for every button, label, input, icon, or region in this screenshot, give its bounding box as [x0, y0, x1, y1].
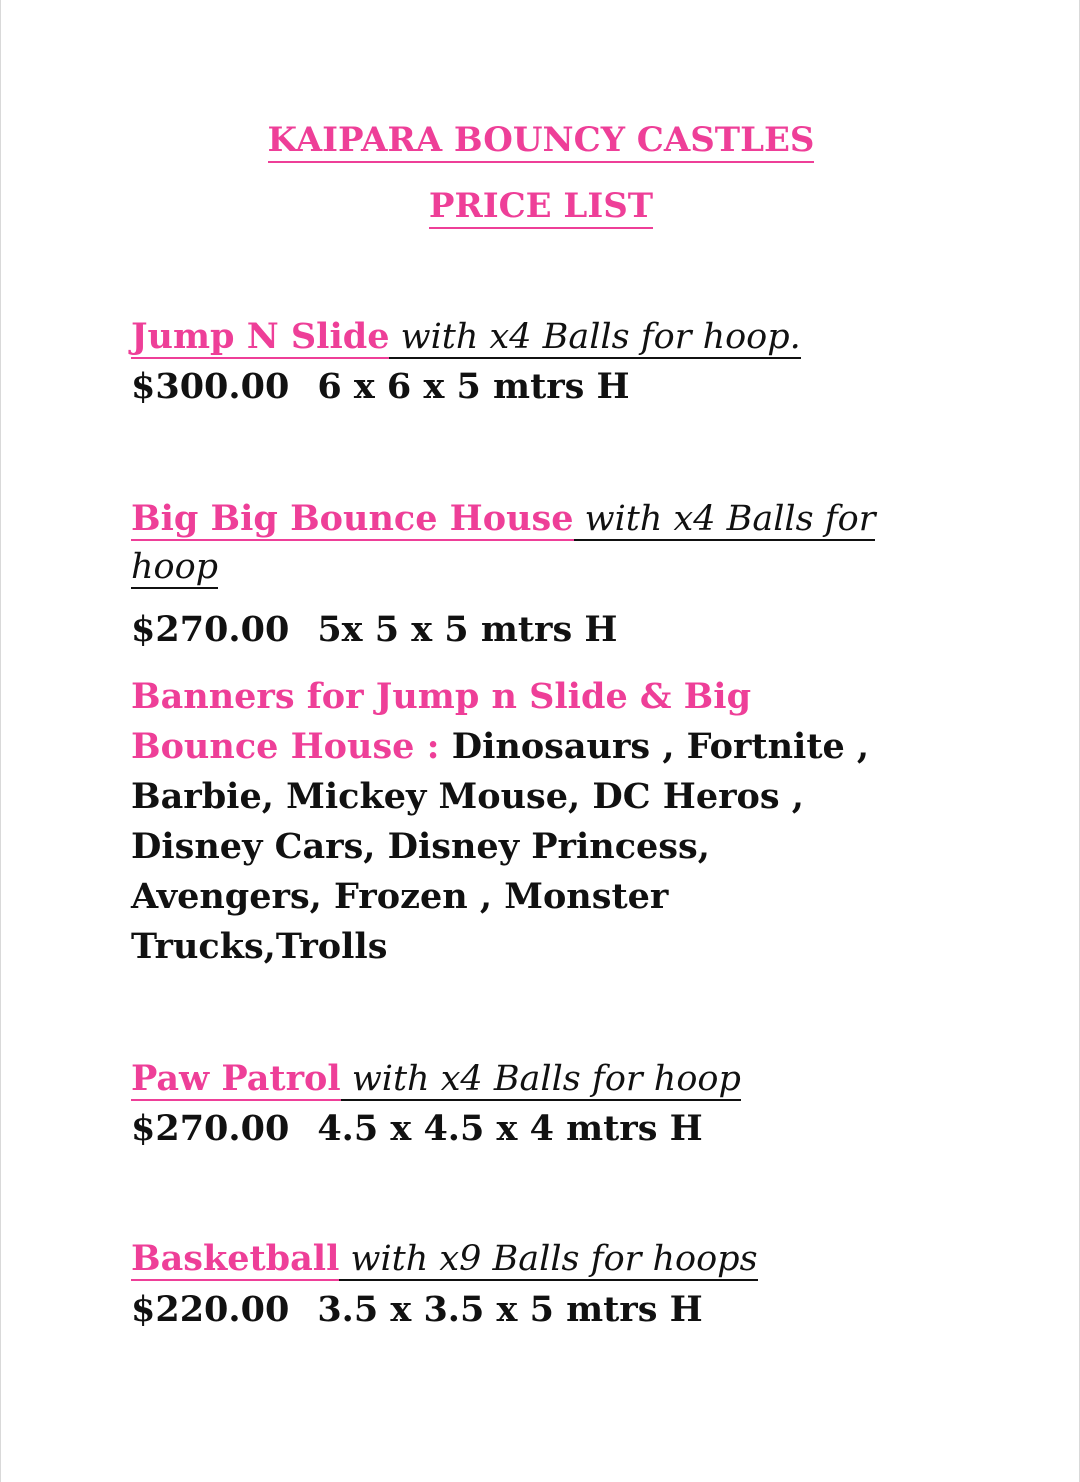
item-name: Jump N Slide: [131, 316, 390, 357]
item-size: 5x 5 x 5 mtrs H: [317, 609, 618, 650]
item-name: Basketball: [131, 1238, 340, 1279]
banners-label: Bounce House :: [131, 726, 452, 767]
item-bounce-house-title-cont: [131, 546, 218, 588]
item-basketball-title: [131, 1238, 758, 1280]
item-description: with x4 Balls for hoop.: [389, 317, 801, 357]
item-price: $220.00: [131, 1289, 290, 1330]
banners-line-2: [131, 726, 869, 768]
item-description: with x4 Balls for: [573, 499, 876, 539]
banners-line-4: Disney Cars, Disney Princess,: [131, 826, 710, 867]
item-jump-n-slide-title: [131, 316, 801, 358]
banners-line-6: Trucks,Trolls: [131, 926, 388, 967]
item-size: 3.5 x 3.5 x 5 mtrs H: [317, 1289, 703, 1330]
item-name: Paw Patrol: [131, 1058, 341, 1099]
item-description-cont: hoop: [131, 547, 219, 587]
item-price: $270.00: [131, 1108, 290, 1149]
item-description: with x4 Balls for hoop: [340, 1059, 741, 1099]
item-price: $270.00: [131, 609, 290, 650]
banners-themes: Dinosaurs , Fortnite ,: [451, 726, 870, 767]
item-paw-patrol-title: [131, 1058, 741, 1100]
item-price: $300.00: [131, 366, 290, 407]
item-jump-n-slide-price-line: [131, 366, 630, 408]
item-paw-patrol-price-line: [131, 1108, 703, 1150]
banners-line-1: Banners for Jump n Slide & Big: [131, 676, 752, 717]
page-title: KAIPARA BOUNCY CASTLES: [1, 120, 1080, 160]
item-size: 6 x 6 x 5 mtrs H: [317, 366, 630, 407]
item-size: 4.5 x 4.5 x 4 mtrs H: [317, 1108, 703, 1149]
item-basketball-price-line: [131, 1289, 703, 1331]
banners-line-3: Barbie, Mickey Mouse, DC Heros ,: [131, 776, 804, 817]
page-subtitle: PRICE LIST: [1, 186, 1080, 226]
item-name: Big Big Bounce House: [131, 498, 574, 539]
item-description: with x9 Balls for hoops: [339, 1239, 758, 1279]
item-bounce-house-title: [131, 498, 875, 540]
item-bounce-house-price-line: [131, 609, 617, 651]
banners-line-5: Avengers, Frozen , Monster: [131, 876, 669, 917]
